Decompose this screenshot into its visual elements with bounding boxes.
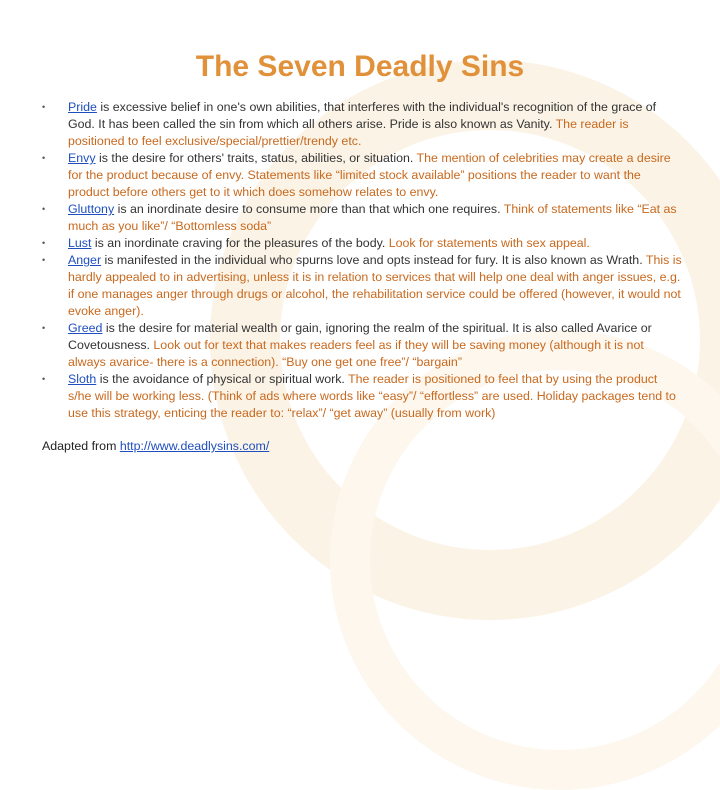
- definition-envy: is the desire for others' traits, status, abilities, or situation.: [95, 151, 417, 165]
- list-item-greed: [42, 320, 682, 371]
- term-link-sloth[interactable]: Sloth: [68, 372, 97, 386]
- definition-sloth: is the avoidance of physical or spiritual work.: [96, 372, 349, 386]
- list-item-sloth: [42, 371, 682, 422]
- note-anger: This is hardly appealed to in advertising, unless it is in relation to services that will help one deal with anger issues, e.g. if one manages anger through drugs or alcohol, the rehabilitation service could be offered (however, it would not evoke anger).: [68, 253, 682, 318]
- definition-gluttony: is an inordinate desire to consume more than that which one requires.: [114, 202, 504, 216]
- term-link-anger[interactable]: Anger: [68, 253, 102, 267]
- term-link-greed[interactable]: Greed: [68, 321, 103, 335]
- bullet-icon: •: [42, 204, 46, 214]
- slide-content: [42, 99, 682, 453]
- list-item-gluttony: [42, 201, 682, 235]
- sins-list: [42, 99, 682, 422]
- term-link-lust[interactable]: Lust: [68, 236, 92, 250]
- definition-greed: is the desire for material wealth or gain, ignoring the realm of the spiritual. It is also called Avarice or Covetousness.: [68, 321, 652, 352]
- term-link-pride[interactable]: Pride: [68, 100, 97, 114]
- definition-pride: is excessive belief in one's own abilities, that interferes with the individual's recognition of the grace of God. It has been called the sin from which all others arise. Pride is also known as Vanity.: [68, 100, 657, 131]
- note-gluttony: Think of statements like “Eat as much as you like”/ “Bottomless soda”: [68, 202, 677, 233]
- slide-title: The Seven Deadly Sins: [195, 50, 525, 83]
- bullet-icon: •: [42, 238, 46, 248]
- bullet-icon: •: [42, 323, 46, 333]
- note-greed: Look out for text that makes readers feel as if they will be saving money (although it is not always avarice- there is a connection). “Buy one get one free”/ “bargain”: [68, 338, 644, 369]
- note-lust: Look for statements with sex appeal.: [388, 236, 590, 250]
- source-link[interactable]: http://www.deadlysins.com/: [119, 439, 270, 453]
- list-item-envy: [42, 150, 682, 201]
- note-sloth: The reader is positioned to feel that by using the product s/he will be working less. (Think of ads where words like “easy”/ “effortless” are used. Holiday packages tend to use this strategy, enticing the reader to: “relax”/ “get away” (usually from work): [68, 372, 676, 420]
- list-item-anger: [42, 252, 682, 320]
- bullet-icon: •: [42, 374, 46, 384]
- term-link-gluttony[interactable]: Gluttony: [68, 202, 115, 216]
- list-item-pride: [42, 99, 682, 150]
- source-citation: [42, 439, 682, 453]
- definition-lust: is an inordinate craving for the pleasures of the body.: [91, 236, 389, 250]
- bullet-icon: •: [42, 255, 46, 265]
- note-envy: The mention of celebrities may create a desire for the product because of envy. Statements like “limited stock available” positions the reader to want the product before others get to it which does somehow relates to envy.: [68, 151, 671, 199]
- source-prefix: Adapted from: [42, 439, 120, 453]
- list-item-lust: [42, 235, 682, 252]
- term-link-envy[interactable]: Envy: [68, 151, 96, 165]
- note-pride: The reader is positioned to feel exclusive/special/prettier/trendy etc.: [68, 117, 629, 148]
- definition-anger: is manifested in the individual who spurns love and opts instead for fury. It is also known as Wrath.: [101, 253, 646, 267]
- bullet-icon: •: [42, 102, 46, 112]
- bullet-icon: •: [42, 153, 46, 163]
